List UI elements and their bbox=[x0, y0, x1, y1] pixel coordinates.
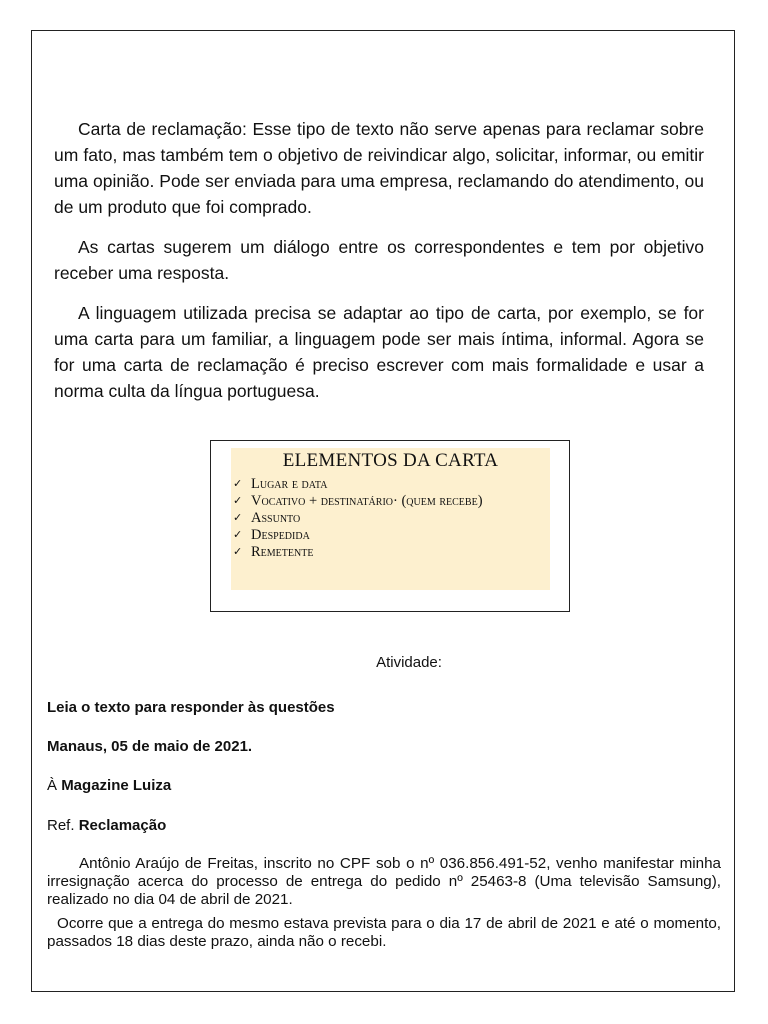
list-item-label: Despedida bbox=[251, 527, 310, 543]
recipient-name: Magazine Luiza bbox=[61, 777, 172, 794]
check-icon: ✓ bbox=[233, 478, 243, 490]
letter-paragraph-1: Antônio Araújo de Freitas, inscrito no CPF sob o nº 036.856.491-52, venho manifestar minha irresignação acerca do processo de entrega do pedido nº 25463-8 (Uma televisão Samsung), realizado no dia 04 de abril de 2021. bbox=[47, 855, 721, 908]
list-item-label: Remetente bbox=[251, 544, 314, 560]
list-item bbox=[231, 476, 546, 493]
check-icon: ✓ bbox=[233, 512, 243, 524]
list-item bbox=[231, 527, 546, 544]
reference-prefix: Ref. bbox=[47, 817, 75, 834]
list-item-label: Lugar e data bbox=[251, 476, 328, 492]
letter-reference bbox=[47, 817, 166, 834]
recipient-prefix: À bbox=[47, 777, 58, 794]
list-item-label: Assunto bbox=[251, 510, 301, 526]
intro-paragraph-2: As cartas sugerem um diálogo entre os correspondentes e tem por objetivo receber uma resposta. bbox=[54, 237, 704, 283]
check-icon: ✓ bbox=[233, 529, 243, 541]
elements-list bbox=[231, 476, 550, 561]
elements-box-panel bbox=[231, 448, 550, 590]
list-item bbox=[231, 493, 546, 510]
check-icon: ✓ bbox=[233, 495, 243, 507]
elements-box-title: ELEMENTOS DA CARTA bbox=[282, 450, 499, 471]
list-item bbox=[231, 544, 546, 561]
list-item bbox=[231, 510, 546, 527]
letter-paragraph-2: Ocorre que a entrega do mesmo estava prevista para o dia 17 de abril de 2021 e até o momento, passados 18 dias deste prazo, ainda não o recebi. bbox=[47, 915, 721, 950]
activity-label: Atividade: bbox=[376, 654, 442, 671]
letter-dateline: Manaus, 05 de maio de 2021. bbox=[47, 738, 253, 755]
check-icon: ✓ bbox=[233, 546, 243, 558]
intro-paragraph-3: A linguagem utilizada precisa se adaptar ao tipo de carta, por exemplo, se for uma carta para um familiar, a linguagem pode ser mais íntima, informal. Agora se for uma carta de reclamação é preciso escrever com mais formalidade e usar a norma culta da língua portuguesa. bbox=[54, 303, 704, 401]
elements-box bbox=[210, 440, 570, 612]
list-item-label: Vocativo + destinatário· (quem recebe) bbox=[251, 493, 483, 509]
reference-subject: Reclamação bbox=[78, 817, 167, 834]
instruction-heading: Leia o texto para responder às questões bbox=[47, 699, 335, 716]
letter-recipient bbox=[47, 777, 171, 794]
intro-paragraph-1: Carta de reclamação: Esse tipo de texto não serve apenas para reclamar sobre um fato, mas também tem o objetivo de reivindicar algo, solicitar, informar, ou emitir uma opinião. Pode ser enviada para uma empresa, reclamando do atendimento, ou de um produto que foi comprado. bbox=[54, 119, 704, 217]
